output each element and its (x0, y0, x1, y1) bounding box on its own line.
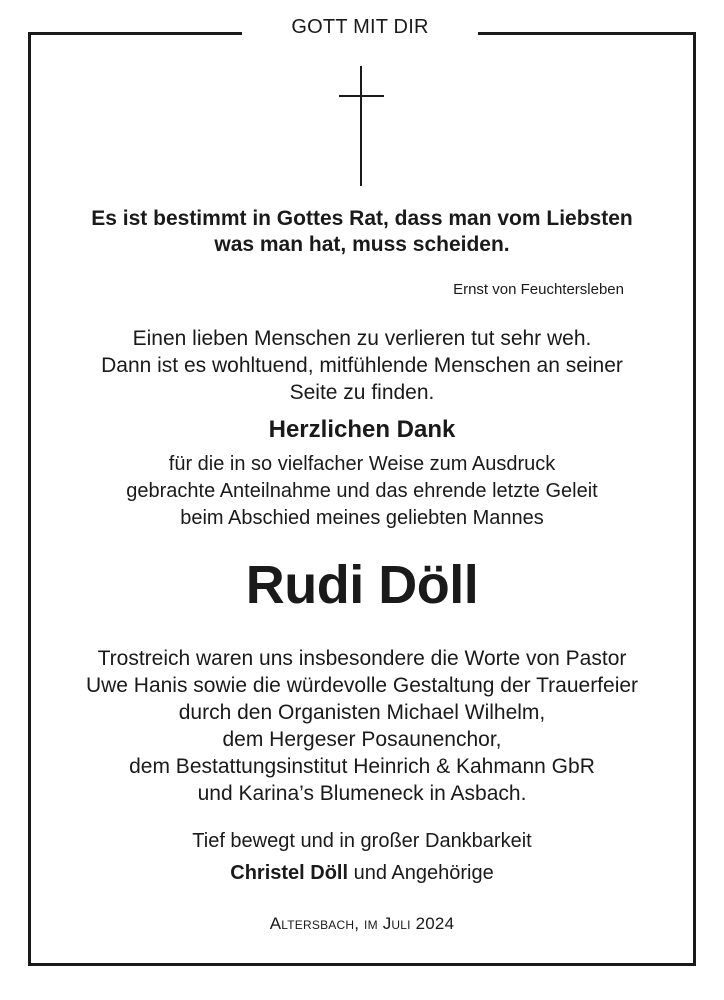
acknowledgement-text (40, 645, 684, 807)
intro-line: Einen lieben Menschen zu verlieren tut sehr weh. (132, 327, 592, 350)
acknowledgement-line: dem Bestattungsinstitut Heinrich & Kahmann GbR (129, 755, 595, 778)
motto-line: Es ist bestimmt in Gottes Rat, dass man vom Liebsten (91, 207, 633, 230)
motto-line: was man hat, muss scheiden. (214, 233, 510, 256)
acknowledgement-line: durch den Organisten Michael Wilhelm, (178, 701, 546, 724)
acknowledgement-line: Uwe Hanis sowie die würdevolle Gestaltung der Trauerfeier (85, 674, 639, 697)
signature (40, 858, 684, 888)
intro-text (40, 325, 684, 406)
thanks-line: für die in so vielfacher Weise zum Ausdruck (168, 453, 556, 475)
thanks-line: beim Abschied meines geliebten Mannes (180, 507, 544, 529)
intro-line: Seite zu finden. (289, 381, 435, 404)
deceased-name: Rudi Döll (245, 555, 479, 615)
cross-horizontal-bar (339, 95, 384, 97)
cross-vertical-bar (360, 66, 362, 186)
thanks-text (40, 451, 684, 532)
closing-line: Tief bewegt und in großer Dankbarkeit (192, 830, 532, 852)
thanks-heading: Herzlichen Dank (268, 416, 456, 443)
intro-line: Dann ist es wohltuend, mitfühlende Menschen an seiner (101, 354, 623, 377)
thanks-line: gebrachte Anteilnahme und das ehrende letzte Geleit (126, 480, 598, 502)
acknowledgement-line: dem Hergeser Posaunenchor, (222, 728, 502, 751)
acknowledgement-line: Trostreich waren uns insbesondere die Worte von Pastor (97, 647, 627, 670)
acknowledgement-line: und Karina’s Blumeneck in Asbach. (197, 782, 527, 805)
quote-author: Ernst von Feuchtersleben (453, 281, 624, 298)
place-and-date: Altersbach, im Juli 2024 (269, 914, 455, 933)
motto-quote (40, 206, 684, 258)
signer-name: Christel Döll (230, 862, 349, 884)
header-label: GOTT MIT DIR (291, 16, 429, 38)
signer-suffix: und Angehörige (348, 862, 494, 884)
